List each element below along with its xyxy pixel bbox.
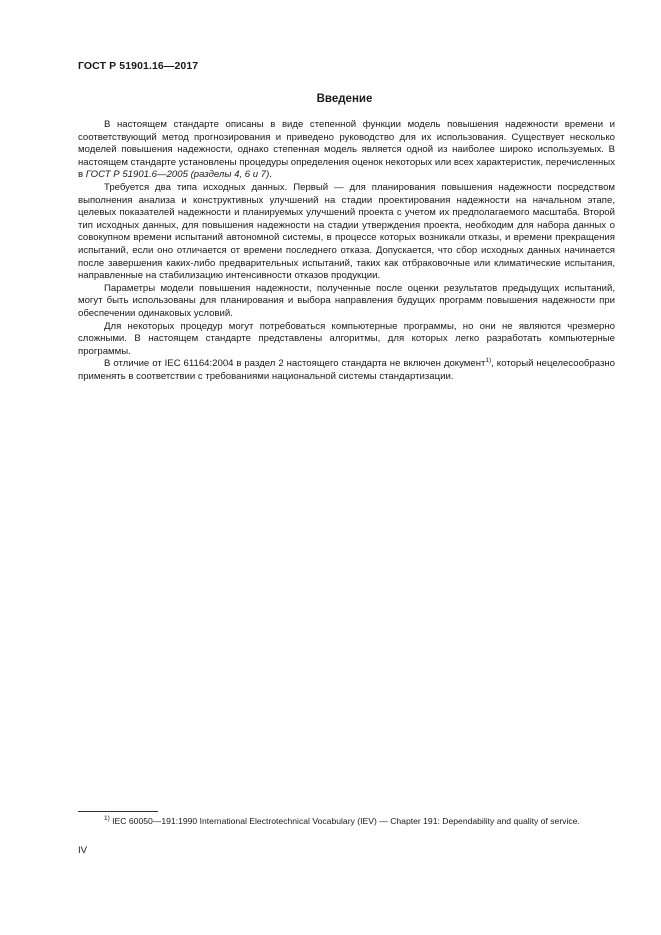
footnote-marker: 1) (104, 815, 110, 823)
paragraph-5 (78, 358, 615, 383)
paragraph-3: Параметры модели повышения надежности, полученные после оценки результатов предыдущих испытаний, могут быть использованы для планирования и выбора направления будущих программ повышения надежности при обеспечении одинаковых условий. (78, 282, 615, 319)
introduction-body (78, 119, 615, 383)
standard-reference: ГОСТ Р 51901.6—2005 (разделы 4, 6 и 7) (85, 169, 270, 181)
paragraph-5-end: , который нецелесообразно применять в соответствии с требованиями национальной системы стандартизации. (78, 358, 615, 382)
footnote-divider (78, 811, 158, 812)
document-header: ГОСТ Р 51901.16—2017 (78, 60, 199, 72)
paragraph-4: Для некоторых процедур могут потребоваться компьютерные программы, но они не являются чрезмерно сложными. В настоящем стандарте представлены алгоритмы, для которых легко разработать компьютерные программы. (78, 320, 615, 357)
footnote-text: IEC 60050—191:1990 International Electrotechnical Vocabulary (IEV) — Chapter 191: Dependability and quality of service. (109, 816, 580, 826)
footnote-reference: 1) (485, 357, 492, 365)
paragraph-1 (78, 119, 615, 182)
paragraph-2: Требуется два типа исходных данных. Первый — для планирования повышения надежности посредством выполнения анализа и конструктивных улучшений на стадии проектирования надежности на начальном этапе, целевых показателей надежности и планируемых улучшений проекта с учетом их предполагаемого масштаба. Второй тип исходных данных, для повышения надежности на стадии утверждения проекта, необходим для набора данных о совокупном времени испытаний автономной системы, в процессе которых возникали отказы, и времени прекращения испытаний, если оно отличается от времени последнего отказа. Допускается, что сбор исходных данных начинается после завершения каких-либо предварительных испытаний, таких как отбраковочные или климатические испытания, направленные на стабилизацию интенсивности отказов продукции. (78, 181, 615, 282)
paragraph-5-text: В отличие от IEC 61164:2004 в раздел 2 настоящего стандарта не включен документ (104, 358, 486, 370)
footnote (78, 815, 615, 827)
paragraph-1-text: В настоящем стандарте описаны в виде степенной функции модель повышения надежности времени и соответствующий метод прогнозирования и приведено руководство для их использования. Существует несколько моделей повышения надежности, однако степенная модель является одной из наиболее широко используемых. В настоящем стандарте установлены процедуры определения оценок некоторых или всех характеристик, перечисленных в (78, 119, 615, 181)
page-number: IV (78, 845, 88, 856)
section-title: Введение (316, 93, 373, 105)
paragraph-1-end: . (269, 169, 272, 181)
